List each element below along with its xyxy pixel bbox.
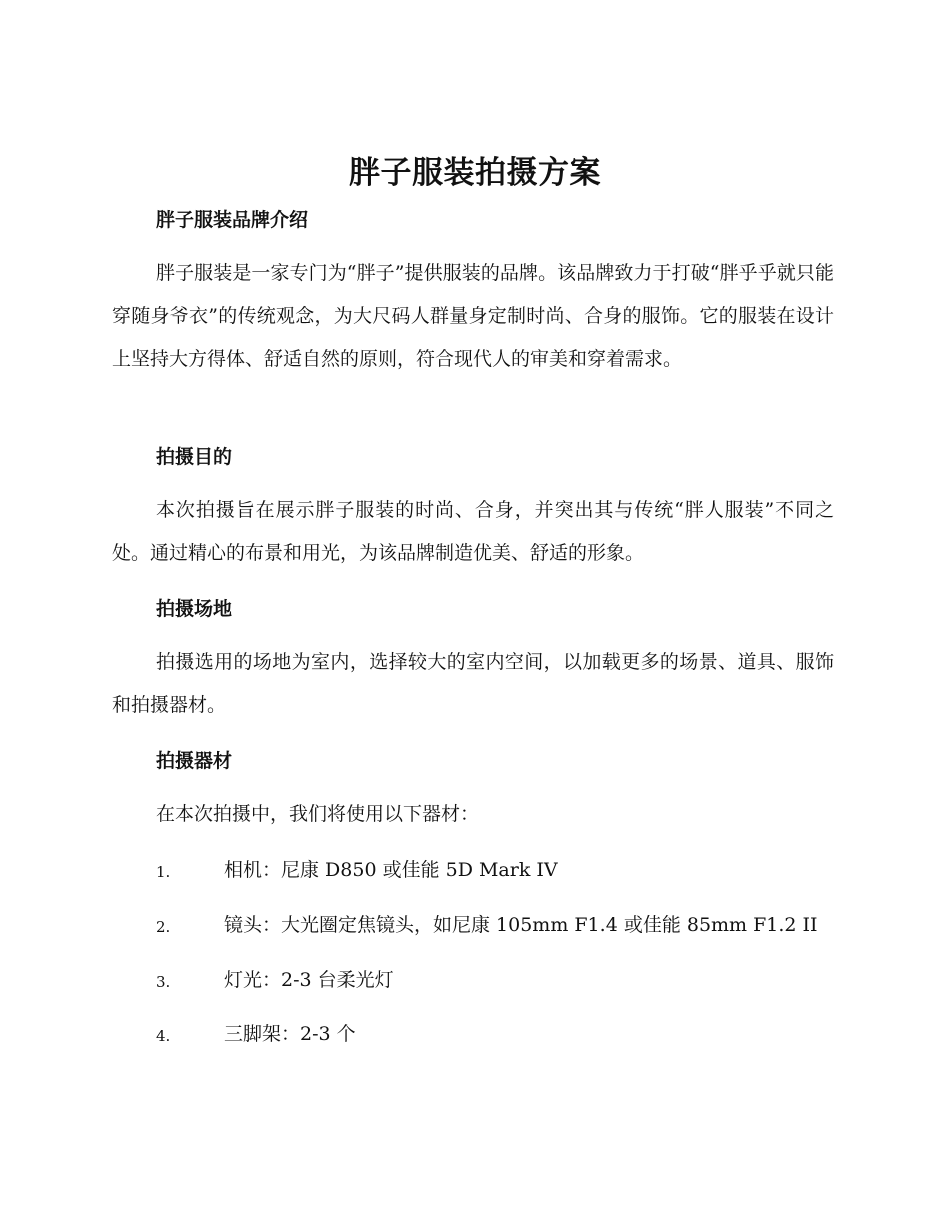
list-item-number: 1. [156, 863, 171, 881]
section-paragraph-brand: 胖子服装是一家专门为“胖子”提供服装的品牌。该品牌致力于打破“胖乎乎就只能穿随身爷衣”的传统观念，为大尺码人群量身定制时尚、合身的服饰。它的服装在设计上坚持大方得体、舒适自然的原则，符合现代人的审美和穿着需求。 [112, 262, 834, 370]
list-item-number: 3. [156, 973, 171, 991]
list-item-number: 2. [156, 918, 171, 936]
list-item-text: 镜头：大光圈定焦镜头，如尼康 105mm F1.4 或佳能 85mm F1.2 II [224, 914, 818, 936]
list-item-number: 4. [156, 1027, 171, 1045]
section-paragraph-equipment: 在本次拍摄中，我们将使用以下器材： [156, 803, 480, 825]
section-heading-brand: 胖子服装品牌介绍 [156, 209, 309, 231]
section-heading-purpose: 拍摄目的 [156, 446, 233, 468]
section-heading-venue: 拍摄场地 [156, 598, 233, 620]
document-title: 胖子服装拍摄方案 [349, 155, 601, 191]
section-paragraph-venue: 拍摄选用的场地为室内，选择较大的室内空间，以加载更多的场景、道具、服饰和拍摄器材。 [112, 651, 834, 716]
list-item-text: 相机：尼康 D850 或佳能 5D Mark IV [224, 859, 558, 881]
section-paragraph-purpose: 本次拍摄旨在展示胖子服装的时尚、合身，并突出其与传统“胖人服装”不同之处。通过精心的布景和用光，为该品牌制造优美、舒适的形象。 [112, 499, 834, 564]
list-item-text: 三脚架：2-3 个 [224, 1023, 356, 1045]
list-item-text: 灯光：2-3 台柔光灯 [224, 969, 394, 991]
section-heading-equipment: 拍摄器材 [156, 750, 233, 772]
